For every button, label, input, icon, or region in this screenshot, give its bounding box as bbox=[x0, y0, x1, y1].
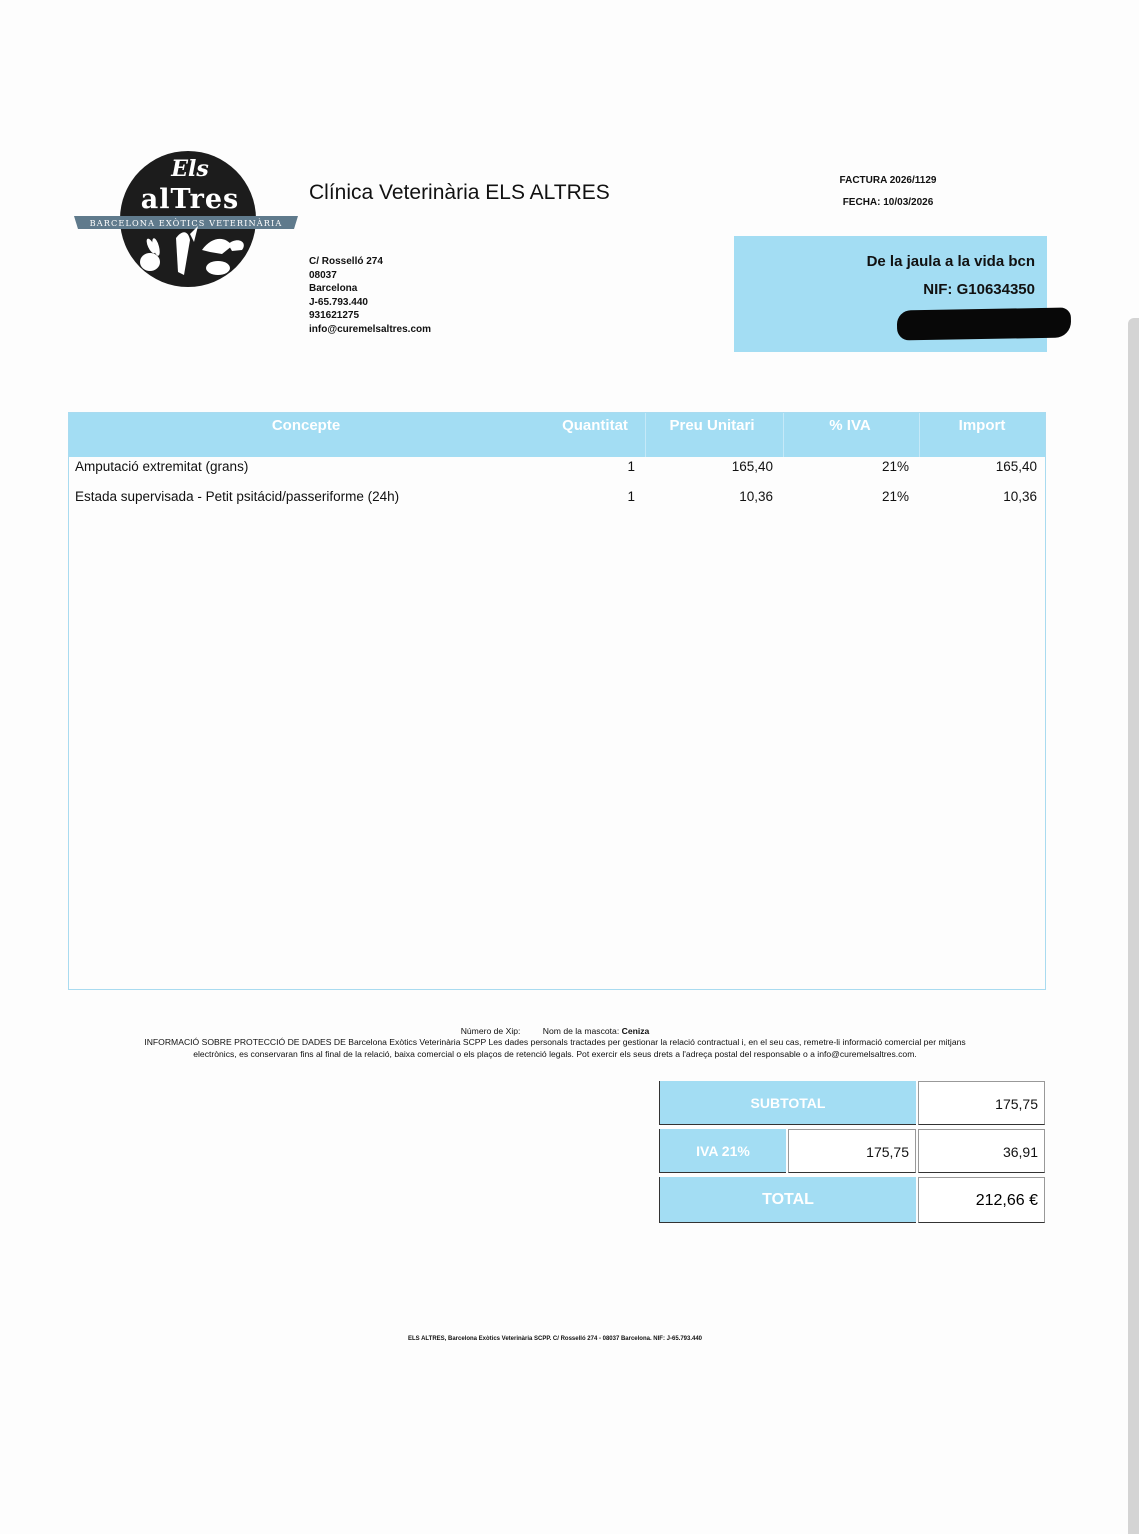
row-concept: Amputació extremitat (grans) bbox=[75, 459, 249, 474]
total-label: TOTAL bbox=[659, 1177, 916, 1223]
row-vat: 21% bbox=[881, 489, 909, 504]
row-import: 10,36 bbox=[1003, 489, 1037, 504]
privacy-notice-line-2: electrònics, es conservaran fins al final de la relació, baixa comercial o els plaços de retenció legals. Pot exercir els seus drets a l'adreça postal del responsable o a info@curemelsaltres.com. bbox=[193, 1048, 917, 1059]
clinic-email[interactable]: info@curemelsaltres.com bbox=[309, 323, 432, 335]
header-divider bbox=[919, 413, 920, 457]
items-table-header bbox=[69, 413, 1045, 457]
row-unit-price: 165,40 bbox=[731, 459, 773, 474]
header-iva: % IVA bbox=[829, 417, 871, 434]
pet-label: Nom de la mascota: bbox=[542, 1026, 620, 1036]
clinic-city: Barcelona bbox=[309, 283, 358, 295]
chip-label: Número de Xip: bbox=[460, 1026, 521, 1036]
row-quantity: 1 bbox=[627, 459, 635, 474]
clinic-tax-id: J-65.793.440 bbox=[309, 296, 368, 308]
iva-label: IVA 21% bbox=[659, 1129, 786, 1173]
clinic-postcode: 08037 bbox=[309, 269, 337, 281]
header-quantitat: Quantitat bbox=[562, 417, 628, 434]
client-nif: NIF: G10634350 bbox=[923, 281, 1035, 298]
privacy-notice-line-1: INFORMACIÓ SOBRE PROTECCIÓ DE DADES DE Barcelona Exòtics Veterinària SCPP Les dades personals tractades per gestionar la relació contractual i, en el seu cas, remetre-li informació comercial per mitjans bbox=[144, 1037, 966, 1048]
invoice-date: FECHA: 10/03/2026 bbox=[842, 197, 934, 208]
iva-value: 36,91 bbox=[918, 1129, 1045, 1173]
row-import: 165,40 bbox=[995, 459, 1037, 474]
clinic-logo bbox=[72, 150, 300, 290]
notes-section bbox=[72, 1026, 1038, 1060]
items-table bbox=[68, 412, 1046, 990]
vertical-scrollbar[interactable] bbox=[1128, 318, 1139, 1534]
pet-info bbox=[72, 1026, 1038, 1037]
iva-base: 175,75 bbox=[788, 1129, 916, 1173]
pet-name: Ceniza bbox=[621, 1026, 650, 1036]
legal-footer: ELS ALTRES, Barcelona Exòtics Veterinària SCPP. C/ Rosselló 274 - 08037 Barcelona. NIF: J-65.793.440 bbox=[407, 1336, 703, 1342]
client-name: De la jaula a la vida bcn bbox=[866, 253, 1035, 270]
client-box bbox=[734, 236, 1047, 352]
row-unit-price: 10,36 bbox=[739, 489, 773, 504]
row-vat: 21% bbox=[881, 459, 909, 474]
row-concept: Estada supervisada - Petit psitácid/passeriforme (24h) bbox=[75, 489, 400, 504]
invoice-number: FACTURA 2026/1129 bbox=[839, 175, 937, 186]
header-divider bbox=[783, 413, 784, 457]
header-import: Import bbox=[958, 417, 1006, 434]
subtotal-label: SUBTOTAL bbox=[659, 1081, 916, 1125]
table-row bbox=[69, 489, 1045, 509]
svg-text:Els: Els bbox=[171, 156, 209, 182]
subtotal-value: 175,75 bbox=[918, 1081, 1045, 1125]
row-quantity: 1 bbox=[627, 489, 635, 504]
svg-text:BARCELONA EXÒTICS VETERINÀRIA: BARCELONA EXÒTICS VETERINÀRIA bbox=[89, 218, 283, 228]
invoice-meta bbox=[790, 170, 986, 214]
clinic-phone: 931621275 bbox=[309, 310, 360, 322]
totals-table bbox=[659, 1081, 1045, 1223]
svg-text:alTres: alTres bbox=[140, 184, 240, 215]
table-row bbox=[69, 459, 1045, 479]
clinic-address bbox=[309, 255, 431, 337]
header-divider bbox=[645, 413, 646, 457]
header-concepte: Concepte bbox=[271, 417, 341, 434]
redaction-mark bbox=[897, 307, 1071, 340]
clinic-street: C/ Rosselló 274 bbox=[309, 256, 383, 267]
clinic-name: Clínica Veterinària ELS ALTRES bbox=[309, 181, 610, 204]
total-value: 212,66 € bbox=[918, 1177, 1045, 1223]
header-preu-unitari: Preu Unitari bbox=[669, 417, 755, 434]
